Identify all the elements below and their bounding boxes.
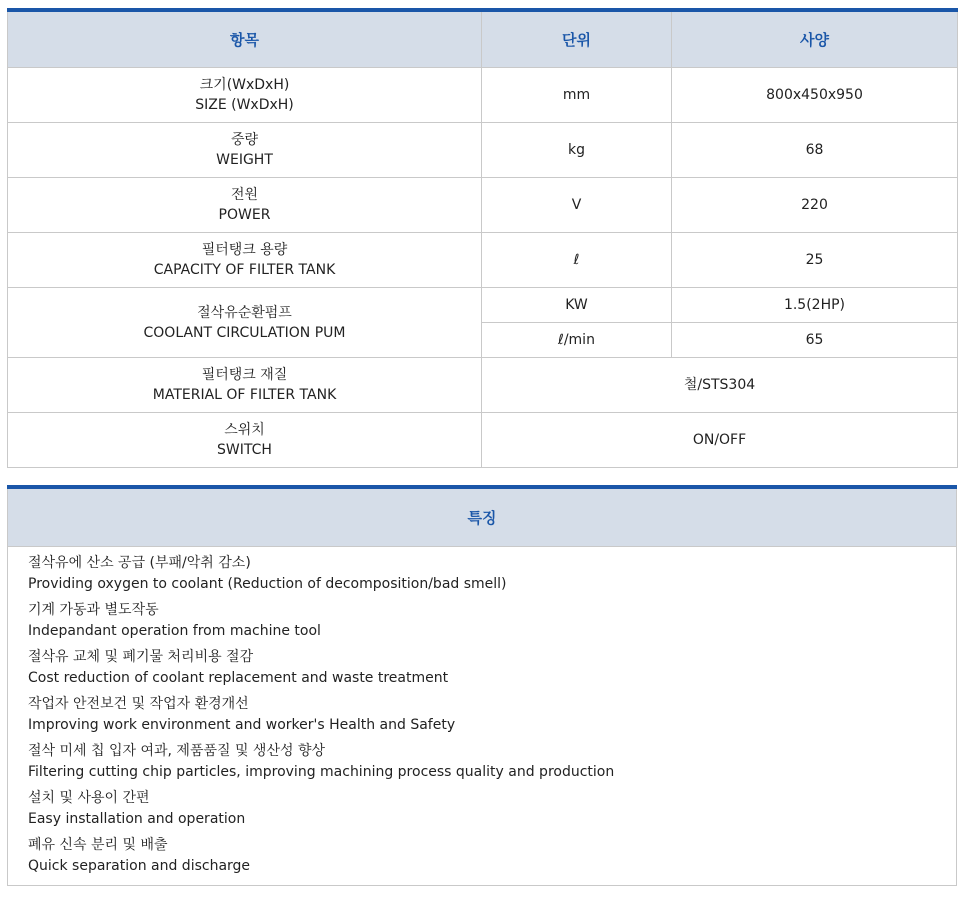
row-label [8, 123, 482, 178]
spec-table [7, 8, 958, 468]
feature-ko: 폐유 신속 분리 및 배출 [28, 837, 168, 853]
feature-en: Easy installation and operation [28, 811, 246, 827]
row-unit: kg [482, 123, 672, 178]
list-item [28, 600, 936, 642]
label-en: CAPACITY OF FILTER TANK [153, 262, 336, 278]
header-spec: 사양 [672, 10, 958, 68]
label-en: POWER [218, 207, 271, 223]
feature-en: Improving work environment and worker's Health and Safety [28, 717, 456, 733]
list-item [28, 835, 936, 877]
table-row [8, 358, 958, 413]
feature-en: Quick separation and discharge [28, 858, 251, 874]
feature-en: Filtering cutting chip particles, improving machining process quality and production [28, 764, 615, 780]
row-value: ON/OFF [482, 413, 958, 468]
label-en: SWITCH [217, 442, 272, 458]
feature-ko: 작업자 안전보건 및 작업자 환경개선 [28, 696, 249, 712]
table-row [8, 413, 958, 468]
list-item [28, 647, 936, 689]
feature-ko: 설치 및 사용이 간편 [28, 790, 150, 806]
row-value: 65 [672, 323, 958, 358]
header-unit: 단위 [482, 10, 672, 68]
feature-ko: 기계 가동과 별도작동 [28, 602, 159, 618]
row-label [8, 413, 482, 468]
label-ko: 크기(WxDxH) [199, 77, 290, 93]
row-label [8, 358, 482, 413]
label-en: WEIGHT [216, 152, 273, 168]
header-item: 항목 [8, 10, 482, 68]
label-ko: 중량 [230, 132, 259, 148]
row-unit: KW [482, 288, 672, 323]
row-label [8, 68, 482, 123]
list-item [28, 788, 936, 830]
feature-en: Cost reduction of coolant replacement and waste treatment [28, 670, 449, 686]
feature-en: Providing oxygen to coolant (Reduction of decomposition/bad smell) [28, 576, 507, 592]
features-list [8, 547, 957, 886]
features-title: 특징 [8, 487, 957, 547]
table-row [8, 68, 958, 123]
table-row [8, 123, 958, 178]
list-item [28, 694, 936, 736]
label-ko: 전원 [230, 187, 259, 203]
row-unit: mm [482, 68, 672, 123]
feature-ko: 절삭유 교체 및 폐기물 처리비용 절감 [28, 649, 254, 665]
spec-header-row [8, 10, 958, 68]
list-item [28, 741, 936, 783]
label-ko: 필터탱크 용량 [201, 242, 288, 258]
row-value: 220 [672, 178, 958, 233]
row-unit: ℓ/min [482, 323, 672, 358]
label-en: MATERIAL OF FILTER TANK [152, 387, 337, 403]
table-row [8, 233, 958, 288]
label-ko: 스위치 [224, 422, 265, 438]
label-en: COOLANT CIRCULATION PUM [143, 324, 346, 341]
row-label [8, 233, 482, 288]
features-table [7, 485, 957, 886]
row-label [8, 288, 482, 358]
table-row [8, 288, 958, 323]
feature-ko: 절삭유에 산소 공급 (부패/악취 감소) [28, 555, 251, 571]
label-ko: 절삭유순환펌프 [197, 304, 292, 321]
feature-ko: 절삭 미세 칩 입자 여과, 제품품질 및 생산성 향상 [28, 743, 326, 759]
row-value: 800x450x950 [672, 68, 958, 123]
row-value: 철/STS304 [482, 358, 958, 413]
row-value: 1.5(2HP) [672, 288, 958, 323]
row-label [8, 178, 482, 233]
feature-en: Indepandant operation from machine tool [28, 623, 321, 639]
features-body-row [8, 547, 957, 886]
list-item [28, 553, 936, 595]
row-value: 68 [672, 123, 958, 178]
label-en: SIZE (WxDxH) [195, 97, 294, 113]
features-header-row [8, 487, 957, 547]
row-unit: V [482, 178, 672, 233]
row-unit: ℓ [482, 233, 672, 288]
table-row [8, 178, 958, 233]
label-ko: 필터탱크 재질 [201, 367, 288, 383]
row-value: 25 [672, 233, 958, 288]
